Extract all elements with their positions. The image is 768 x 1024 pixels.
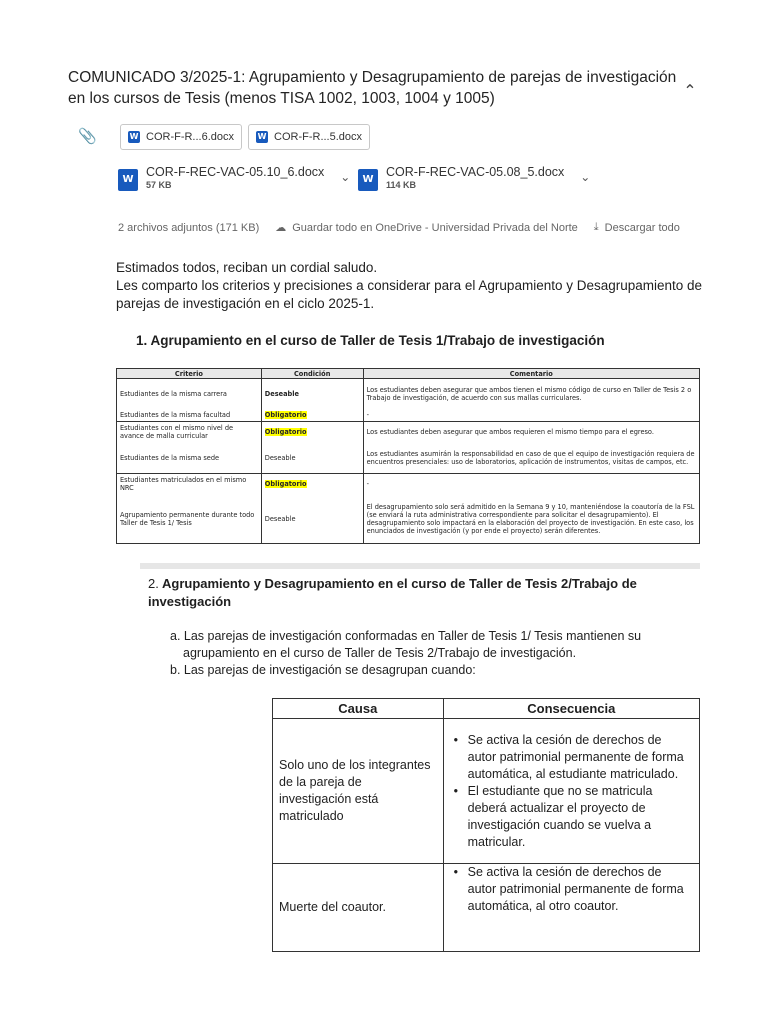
criterio-cell: Agrupamiento permanente durante todo Taller de Tesis 1/ Tesis [117,495,262,543]
cloud-icon: ☁ [275,222,287,234]
attachment-chip-label: COR-F-R...5.docx [274,131,363,143]
section2-title [148,575,708,611]
attachments-count: 2 archivos adjuntos (171 KB) [118,221,260,234]
criteria-table [116,368,700,544]
word-doc-icon: W [129,132,139,141]
table-row [117,473,700,495]
table-header: Criterio [117,369,262,379]
attachment-name[interactable]: COR-F-REC-VAC-05.10_6.docx [146,165,325,179]
attachment-item[interactable] [118,165,358,191]
table-header: Causa [273,699,444,719]
criterio-cell: Estudiantes con el mismo nivel de avance de malla curricular [117,421,262,443]
condicion-value: Obligatorio [264,410,307,419]
paperclip-icon: 📎 [78,128,97,145]
save-all-onedrive-link[interactable]: Guardar todo en OneDrive - Universidad Privada del Norte [292,221,578,234]
download-all-link[interactable]: Descargar todo [604,221,680,234]
attachment-size: 57 KB [146,180,172,190]
table-row [117,443,700,473]
comentario-cell: Los estudiantes deben asegurar que ambos requieren el mismo tiempo para el egreso. [363,421,699,443]
desagrupamiento-table [272,698,700,952]
section2-title-text: Agrupamiento y Desagrupamiento en el curso de Taller de Tesis 2/Trabajo de investigación [148,576,637,609]
attachment-item[interactable] [358,165,598,191]
consecuencia-cell [443,864,699,952]
table-header: Consecuencia [443,699,699,719]
word-doc-icon: W [358,169,378,191]
section2-number: 2. [148,576,159,591]
table-row [117,379,700,409]
criterio-cell: Estudiantes de la misma carrera [117,379,262,409]
attachment-name[interactable]: COR-F-REC-VAC-05.08_5.docx [386,165,565,179]
chevron-down-icon[interactable]: ⌄ [340,170,351,184]
condicion-cell [261,421,363,443]
section2-list [170,628,690,679]
causa-cell: Muerte del coautor. [273,864,444,952]
condicion-cell [261,409,363,422]
table-row [117,495,700,543]
condicion-value: Obligatorio [264,428,307,437]
email-body-intro [116,259,706,313]
intro-paragraph: Les comparto los criterios y precisiones a considerar para el Agrupamiento y Desagrupamiento de parejas de investigación en el ciclo 2025-1. [116,278,703,311]
attachment-list [118,165,598,191]
section1-title: 1. Agrupamiento en el curso de Taller de Tesis 1/Trabajo de investigación [136,333,605,348]
condicion-value: Deseable [264,389,300,398]
email-subject: COMUNICADO 3/2025-1: Agrupamiento y Desagrupamiento de parejas de investigación en los cursos de Tesis (menos TISA 1002, 1003, 1004 y 1005) [68,69,677,107]
word-doc-icon: W [118,169,138,191]
condicion-cell [261,379,363,409]
condicion-cell: Deseable [261,495,363,543]
consecuencia-cell [443,719,699,864]
comentario-cell: El desagrupamiento solo será admitido en la Semana 9 y 10, manteniéndose la coautoría de la FSL (se enviará la ruta administrativa correspondiente para solicitar el desagrupamiento). El desagrupamiento solo impactará en la elaboración del proyecto de investigación. En este caso, los enunciados de investigación (y por ende el proyecto) serán diferentes. [363,495,699,543]
attachment-chip[interactable] [120,124,242,150]
table-row [117,421,700,443]
list-item: a. Las parejas de investigación conformadas en Taller de Tesis 1/ Tesis mantienen su agrupamiento en el curso de Taller de Tesis 2/Trabajo de investigación. [170,629,642,660]
chevron-up-icon[interactable]: ⌃ [683,83,697,100]
comentario-cell: - [363,409,699,422]
criterio-cell: Estudiantes matriculados en el mismo NRC [117,473,262,495]
list-item: b. Las parejas de investigación se desagrupan cuando: [170,663,476,677]
condicion-value: Obligatorio [264,480,307,489]
word-doc-icon: W [257,132,267,141]
causa-cell: Solo uno de los integrantes de la pareja de investigación está matriculado [273,719,444,864]
attachment-chip[interactable] [248,124,370,150]
table-row [273,719,700,864]
consecuencia-item: • Se activa la cesión de derechos de autor patrimonial permanente de forma automática, al estudiante matriculado. [450,732,693,783]
criterio-cell: Estudiantes de la misma sede [117,443,262,473]
criterio-cell: Estudiantes de la misma facultad [117,409,262,422]
table-row [273,864,700,952]
attachment-chip-row [78,124,376,150]
greeting-line: Estimados todos, reciban un cordial saludo. [116,260,378,275]
divider [140,563,700,569]
condicion-cell [261,473,363,495]
consecuencia-item: • Se activa la cesión de derechos de autor patrimonial permanente de forma automática, al otro coautor. [450,864,693,915]
table-header: Comentario [363,369,699,379]
table-header: Condición [261,369,363,379]
attachments-summary [118,221,680,234]
consecuencia-item: • El estudiante que no se matricula deberá actualizar el proyecto de investigación cuando se vuelva a matricular. [450,783,693,851]
comentario-cell: - [363,473,699,495]
attachment-size: 114 KB [386,180,417,190]
attachment-chip-label: COR-F-R...6.docx [146,131,235,143]
download-icon: ⤓ [593,221,599,233]
comentario-cell: Los estudiantes asumirán la responsabilidad en caso de que el equipo de investigación requiera de encuentros presenciales: uso de laboratorios, aplicación de instrumentos, visitas de campos, etc. [363,443,699,473]
table-row [117,409,700,422]
condicion-cell: Deseable [261,443,363,473]
chevron-down-icon[interactable]: ⌄ [580,170,591,184]
comentario-cell: Los estudiantes deben asegurar que ambos tienen el mismo código de curso en Taller de Tesis 2 o Trabajo de investigación, de acuerdo con sus mallas curriculares. [363,379,699,409]
